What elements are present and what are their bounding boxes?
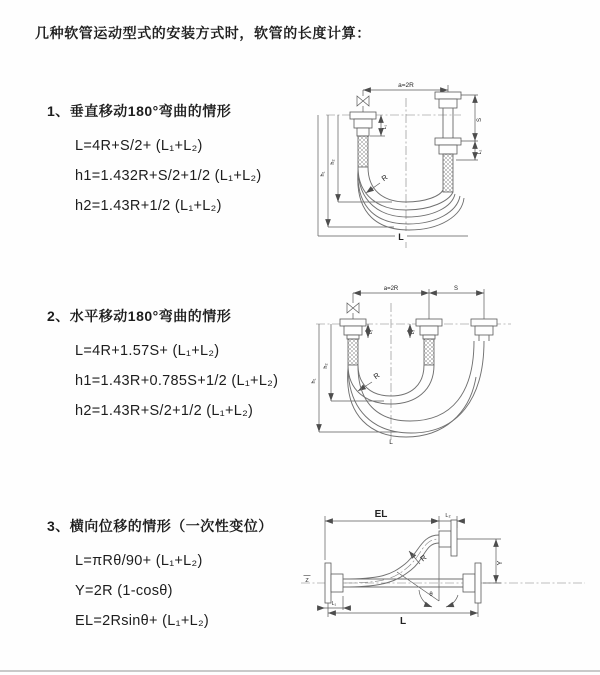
formula-line: L=πRθ/90+ (L₁+L₂) bbox=[75, 553, 203, 569]
section-2 bbox=[47, 306, 278, 426]
formula-line: h1=1.43R+0.785S+1/2 (L₁+L₂) bbox=[75, 373, 279, 389]
length-label: L bbox=[399, 616, 407, 627]
braided-section bbox=[358, 136, 368, 167]
page-title: 几种软管运动型式的安装方式时，软管的长度计算： bbox=[35, 25, 371, 41]
section-1-heading: 1、垂直移动180°弯曲的情形 bbox=[47, 103, 232, 119]
axis-mark: Z bbox=[305, 578, 309, 584]
formula-line: EL=2Rsinθ+ (L₁+L₂) bbox=[75, 613, 210, 629]
diagram-labels bbox=[320, 82, 483, 242]
dim-label-h1: h₁ bbox=[311, 378, 317, 384]
diagram-vertical-180-bend bbox=[306, 74, 556, 254]
flange bbox=[350, 112, 376, 119]
dim-label-s: S bbox=[453, 286, 459, 292]
flange bbox=[471, 319, 497, 326]
dim-label-a2r: a=2R bbox=[383, 286, 399, 292]
section-3-heading: 3、横向位移的情形（一次性变位） bbox=[47, 518, 273, 534]
dim-label-l1: L₁ bbox=[382, 124, 388, 130]
angle-label: θ bbox=[429, 592, 433, 598]
flange bbox=[439, 99, 457, 108]
dim-label-y: Y bbox=[497, 560, 504, 566]
dim-label-s: S bbox=[477, 117, 483, 123]
dimension-lines bbox=[319, 289, 484, 432]
formula-line: L=4R+S/2+ (L₁+L₂) bbox=[75, 138, 203, 154]
hose-assembly bbox=[340, 319, 497, 437]
dim-label-h2: h₂ bbox=[330, 159, 336, 165]
flange bbox=[435, 92, 461, 99]
flange bbox=[475, 326, 493, 335]
dim-label-h2: h₂ bbox=[323, 363, 329, 369]
length-label: L bbox=[389, 439, 393, 446]
section-1 bbox=[47, 101, 262, 221]
dim-label-l2: L₂ bbox=[445, 513, 451, 519]
hose-assembly bbox=[350, 92, 464, 230]
flange bbox=[340, 319, 366, 326]
formula-line: L=4R+1.57S+ (L₁+L₂) bbox=[75, 343, 220, 359]
flange bbox=[475, 563, 481, 603]
length-label: L bbox=[398, 232, 404, 242]
valve-icon bbox=[347, 303, 359, 313]
radius-label: R bbox=[371, 370, 382, 382]
flange bbox=[331, 574, 343, 592]
formula-line: Y=2R (1-cosθ) bbox=[75, 583, 173, 599]
dim-label-l1: L₁ bbox=[369, 329, 374, 335]
valve-icon bbox=[357, 96, 369, 106]
flange bbox=[344, 326, 362, 335]
center-lines bbox=[326, 98, 461, 248]
dim-label-el: EL bbox=[374, 509, 388, 520]
flange bbox=[451, 520, 457, 556]
radius-label: R bbox=[418, 552, 429, 564]
flange bbox=[439, 531, 451, 547]
dim-label-l2: L₂ bbox=[477, 149, 483, 155]
section-3 bbox=[47, 516, 273, 636]
section-2-heading: 2、水平移动180°弯曲的情形 bbox=[47, 308, 232, 324]
radius-label: R bbox=[379, 172, 390, 184]
hose-assembly bbox=[325, 520, 481, 603]
formula-line: h1=1.432R+S/2+1/2 (L₁+L₂) bbox=[75, 168, 262, 184]
braided-section bbox=[424, 339, 434, 365]
flange bbox=[435, 138, 461, 145]
flange bbox=[354, 119, 372, 128]
dim-label-h1: h₁ bbox=[320, 171, 326, 177]
flange bbox=[420, 326, 438, 335]
braided-section bbox=[443, 154, 453, 192]
diagram-horizontal-180-bend bbox=[306, 281, 561, 446]
page-bottom-edge bbox=[0, 670, 600, 672]
diagram-labels bbox=[311, 286, 458, 446]
flange bbox=[463, 574, 475, 592]
dim-label-l2: L₂ bbox=[411, 329, 416, 335]
diagram-lateral-displacement bbox=[293, 498, 593, 653]
braided-section bbox=[348, 339, 358, 365]
formula-line: h2=1.43R+1/2 (L₁+L₂) bbox=[75, 198, 222, 214]
flange bbox=[416, 319, 442, 326]
dim-label-l1: L₁ bbox=[331, 601, 337, 607]
flange bbox=[439, 145, 457, 154]
diagram-labels bbox=[305, 509, 504, 627]
flange bbox=[325, 563, 331, 603]
dim-label-a2r: a=2R bbox=[398, 82, 414, 89]
formula-line: h2=1.43R+S/2+1/2 (L₁+L₂) bbox=[75, 403, 254, 419]
